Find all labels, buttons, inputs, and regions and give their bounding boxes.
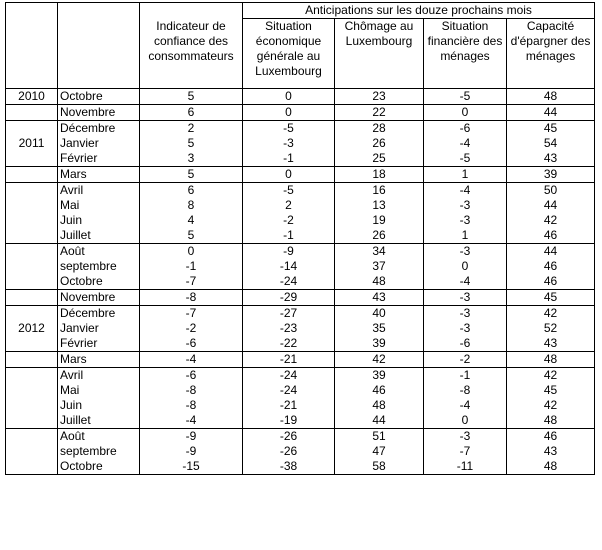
year-cell	[6, 459, 58, 475]
value-cell-economic-situation: -23	[243, 321, 335, 336]
value-cell-savings-capacity: 50	[507, 183, 595, 199]
value-cell-confidence: -7	[140, 274, 243, 290]
table-row	[6, 228, 595, 244]
month-cell: septembre	[58, 444, 140, 459]
month-cell: Février	[58, 336, 140, 352]
month-cell: Juin	[58, 398, 140, 413]
year-cell	[6, 398, 58, 413]
value-cell-financial-situation: -6	[424, 336, 507, 352]
value-cell-unemployment: 37	[335, 259, 424, 274]
value-cell-financial-situation: 1	[424, 167, 507, 183]
value-cell-unemployment: 48	[335, 398, 424, 413]
month-cell: Novembre	[58, 290, 140, 306]
value-cell-savings-capacity: 44	[507, 198, 595, 213]
month-cell: Décembre	[58, 121, 140, 137]
value-cell-savings-capacity: 44	[507, 105, 595, 121]
value-cell-savings-capacity: 48	[507, 352, 595, 368]
value-cell-unemployment: 51	[335, 429, 424, 445]
year-cell: 2011	[6, 136, 58, 151]
group-title: Anticipations sur les douze prochains mois	[243, 3, 595, 19]
month-cell: Mai	[58, 383, 140, 398]
value-cell-financial-situation: -5	[424, 151, 507, 167]
value-cell-unemployment: 18	[335, 167, 424, 183]
value-cell-savings-capacity: 45	[507, 121, 595, 137]
month-cell: Janvier	[58, 136, 140, 151]
year-cell	[6, 198, 58, 213]
value-cell-financial-situation: -4	[424, 274, 507, 290]
value-cell-economic-situation: -24	[243, 383, 335, 398]
column-header-row	[6, 19, 595, 89]
value-cell-unemployment: 19	[335, 213, 424, 228]
month-cell: Juillet	[58, 413, 140, 429]
value-cell-savings-capacity: 43	[507, 151, 595, 167]
table-row	[6, 459, 595, 475]
table-row	[6, 321, 595, 336]
value-cell-economic-situation: 2	[243, 198, 335, 213]
value-cell-savings-capacity: 43	[507, 336, 595, 352]
value-cell-unemployment: 39	[335, 368, 424, 384]
value-cell-financial-situation: -3	[424, 290, 507, 306]
year-cell	[6, 413, 58, 429]
value-cell-financial-situation: -3	[424, 306, 507, 322]
value-cell-confidence: 4	[140, 213, 243, 228]
blank-header-cell	[58, 19, 140, 89]
year-cell	[6, 244, 58, 260]
year-cell	[6, 290, 58, 306]
year-cell	[6, 213, 58, 228]
value-cell-confidence: 6	[140, 183, 243, 199]
month-cell: Avril	[58, 183, 140, 199]
value-cell-confidence: -7	[140, 306, 243, 322]
value-cell-unemployment: 39	[335, 336, 424, 352]
value-cell-confidence: -6	[140, 368, 243, 384]
value-cell-savings-capacity: 45	[507, 290, 595, 306]
value-cell-unemployment: 26	[335, 136, 424, 151]
value-cell-financial-situation: -3	[424, 321, 507, 336]
value-cell-economic-situation: -38	[243, 459, 335, 475]
value-cell-economic-situation: 0	[243, 105, 335, 121]
year-cell	[6, 352, 58, 368]
value-cell-confidence: -8	[140, 290, 243, 306]
value-cell-savings-capacity: 39	[507, 167, 595, 183]
value-cell-confidence: 2	[140, 121, 243, 137]
value-cell-economic-situation: -26	[243, 429, 335, 445]
value-cell-unemployment: 28	[335, 121, 424, 137]
value-cell-financial-situation: -1	[424, 368, 507, 384]
value-cell-economic-situation: -27	[243, 306, 335, 322]
value-cell-savings-capacity: 43	[507, 444, 595, 459]
value-cell-economic-situation: -3	[243, 136, 335, 151]
value-cell-savings-capacity: 46	[507, 429, 595, 445]
value-cell-unemployment: 47	[335, 444, 424, 459]
month-cell: Octobre	[58, 459, 140, 475]
year-cell: 2010	[6, 89, 58, 105]
year-cell: 2012	[6, 321, 58, 336]
year-cell	[6, 383, 58, 398]
column-header-financial-situation: Situation financière des ménages	[424, 19, 507, 89]
value-cell-financial-situation: -8	[424, 383, 507, 398]
value-cell-confidence: -1	[140, 259, 243, 274]
year-cell	[6, 228, 58, 244]
value-cell-unemployment: 34	[335, 244, 424, 260]
blank-header-cell	[6, 19, 58, 89]
table-row	[6, 444, 595, 459]
value-cell-confidence: -9	[140, 444, 243, 459]
table-row	[6, 429, 595, 445]
value-cell-confidence: -6	[140, 336, 243, 352]
value-cell-unemployment: 22	[335, 105, 424, 121]
value-cell-economic-situation: -21	[243, 352, 335, 368]
blank-header-cell	[58, 3, 140, 19]
value-cell-confidence: 5	[140, 167, 243, 183]
year-cell	[6, 105, 58, 121]
value-cell-economic-situation: -5	[243, 121, 335, 137]
table-row	[6, 89, 595, 105]
value-cell-confidence: -2	[140, 321, 243, 336]
value-cell-financial-situation: -7	[424, 444, 507, 459]
value-cell-economic-situation: 0	[243, 89, 335, 105]
year-cell	[6, 368, 58, 384]
value-cell-financial-situation: -4	[424, 183, 507, 199]
table-row	[6, 290, 595, 306]
value-cell-savings-capacity: 45	[507, 383, 595, 398]
month-cell: Mars	[58, 167, 140, 183]
table-row	[6, 352, 595, 368]
value-cell-unemployment: 25	[335, 151, 424, 167]
table-row	[6, 336, 595, 352]
value-cell-financial-situation: 0	[424, 259, 507, 274]
value-cell-financial-situation: -11	[424, 459, 507, 475]
table-row	[6, 136, 595, 151]
value-cell-unemployment: 26	[335, 228, 424, 244]
value-cell-unemployment: 48	[335, 274, 424, 290]
value-cell-financial-situation: 1	[424, 228, 507, 244]
year-cell	[6, 429, 58, 445]
value-cell-savings-capacity: 42	[507, 213, 595, 228]
table-row	[6, 306, 595, 322]
month-cell: Novembre	[58, 105, 140, 121]
value-cell-financial-situation: -3	[424, 198, 507, 213]
value-cell-savings-capacity: 42	[507, 398, 595, 413]
blank-header-cell	[6, 3, 58, 19]
blank-header-cell	[140, 3, 243, 19]
month-cell: Avril	[58, 368, 140, 384]
value-cell-economic-situation: -22	[243, 336, 335, 352]
consumer-confidence-table	[5, 2, 595, 475]
month-cell: Août	[58, 244, 140, 260]
month-cell: Octobre	[58, 89, 140, 105]
value-cell-confidence: -9	[140, 429, 243, 445]
value-cell-savings-capacity: 46	[507, 259, 595, 274]
year-cell	[6, 259, 58, 274]
value-cell-economic-situation: -14	[243, 259, 335, 274]
table-row	[6, 368, 595, 384]
month-cell: Janvier	[58, 321, 140, 336]
value-cell-financial-situation: 0	[424, 413, 507, 429]
super-header-row	[6, 3, 595, 19]
value-cell-unemployment: 16	[335, 183, 424, 199]
value-cell-economic-situation: -1	[243, 228, 335, 244]
value-cell-savings-capacity: 46	[507, 228, 595, 244]
value-cell-economic-situation: -5	[243, 183, 335, 199]
value-cell-savings-capacity: 54	[507, 136, 595, 151]
year-cell	[6, 336, 58, 352]
year-cell	[6, 183, 58, 199]
value-cell-savings-capacity: 48	[507, 89, 595, 105]
column-header-confidence: Indicateur de confiance des consommateurs	[140, 19, 243, 89]
value-cell-economic-situation: -21	[243, 398, 335, 413]
value-cell-savings-capacity: 42	[507, 368, 595, 384]
value-cell-economic-situation: -1	[243, 151, 335, 167]
value-cell-confidence: 5	[140, 136, 243, 151]
value-cell-financial-situation: 0	[424, 105, 507, 121]
year-cell	[6, 306, 58, 322]
value-cell-financial-situation: -6	[424, 121, 507, 137]
value-cell-economic-situation: -19	[243, 413, 335, 429]
table-row	[6, 151, 595, 167]
value-cell-confidence: 6	[140, 105, 243, 121]
value-cell-savings-capacity: 52	[507, 321, 595, 336]
value-cell-unemployment: 43	[335, 290, 424, 306]
table-row	[6, 121, 595, 137]
value-cell-financial-situation: -2	[424, 352, 507, 368]
table-row	[6, 244, 595, 260]
month-cell: Mars	[58, 352, 140, 368]
value-cell-confidence: 0	[140, 244, 243, 260]
value-cell-unemployment: 44	[335, 413, 424, 429]
table-row	[6, 213, 595, 228]
table-row	[6, 167, 595, 183]
table-row	[6, 383, 595, 398]
year-cell	[6, 167, 58, 183]
month-cell: Mai	[58, 198, 140, 213]
table-row	[6, 274, 595, 290]
month-cell: Juillet	[58, 228, 140, 244]
value-cell-savings-capacity: 48	[507, 413, 595, 429]
value-cell-savings-capacity: 48	[507, 459, 595, 475]
value-cell-savings-capacity: 42	[507, 306, 595, 322]
month-cell: Octobre	[58, 274, 140, 290]
value-cell-unemployment: 35	[335, 321, 424, 336]
value-cell-unemployment: 42	[335, 352, 424, 368]
year-cell	[6, 151, 58, 167]
value-cell-confidence: -4	[140, 413, 243, 429]
value-cell-unemployment: 13	[335, 198, 424, 213]
value-cell-confidence: 8	[140, 198, 243, 213]
value-cell-confidence: -8	[140, 383, 243, 398]
table-row	[6, 413, 595, 429]
month-cell: Février	[58, 151, 140, 167]
table-row	[6, 259, 595, 274]
value-cell-financial-situation: -3	[424, 213, 507, 228]
value-cell-confidence: -8	[140, 398, 243, 413]
value-cell-confidence: -15	[140, 459, 243, 475]
table-row	[6, 398, 595, 413]
value-cell-financial-situation: -3	[424, 244, 507, 260]
value-cell-financial-situation: -3	[424, 429, 507, 445]
value-cell-financial-situation: -4	[424, 136, 507, 151]
year-cell	[6, 121, 58, 137]
value-cell-economic-situation: -26	[243, 444, 335, 459]
table-row	[6, 198, 595, 213]
value-cell-economic-situation: -2	[243, 213, 335, 228]
month-cell: Août	[58, 429, 140, 445]
value-cell-unemployment: 46	[335, 383, 424, 398]
value-cell-unemployment: 40	[335, 306, 424, 322]
value-cell-unemployment: 23	[335, 89, 424, 105]
value-cell-unemployment: 58	[335, 459, 424, 475]
year-cell	[6, 444, 58, 459]
month-cell: Juin	[58, 213, 140, 228]
value-cell-confidence: 5	[140, 228, 243, 244]
value-cell-economic-situation: -24	[243, 368, 335, 384]
column-header-economic-situation: Situation économique générale au Luxembourg	[243, 19, 335, 89]
value-cell-financial-situation: -4	[424, 398, 507, 413]
value-cell-financial-situation: -5	[424, 89, 507, 105]
table-row	[6, 183, 595, 199]
value-cell-economic-situation: -29	[243, 290, 335, 306]
value-cell-confidence: -4	[140, 352, 243, 368]
month-cell: Décembre	[58, 306, 140, 322]
value-cell-savings-capacity: 46	[507, 274, 595, 290]
column-header-savings-capacity: Capacité d'épargner des ménages	[507, 19, 595, 89]
column-header-unemployment: Chômage au Luxembourg	[335, 19, 424, 89]
value-cell-economic-situation: -24	[243, 274, 335, 290]
year-cell	[6, 274, 58, 290]
value-cell-economic-situation: -9	[243, 244, 335, 260]
table-row	[6, 105, 595, 121]
month-cell: septembre	[58, 259, 140, 274]
value-cell-savings-capacity: 44	[507, 244, 595, 260]
value-cell-confidence: 3	[140, 151, 243, 167]
value-cell-confidence: 5	[140, 89, 243, 105]
value-cell-economic-situation: 0	[243, 167, 335, 183]
